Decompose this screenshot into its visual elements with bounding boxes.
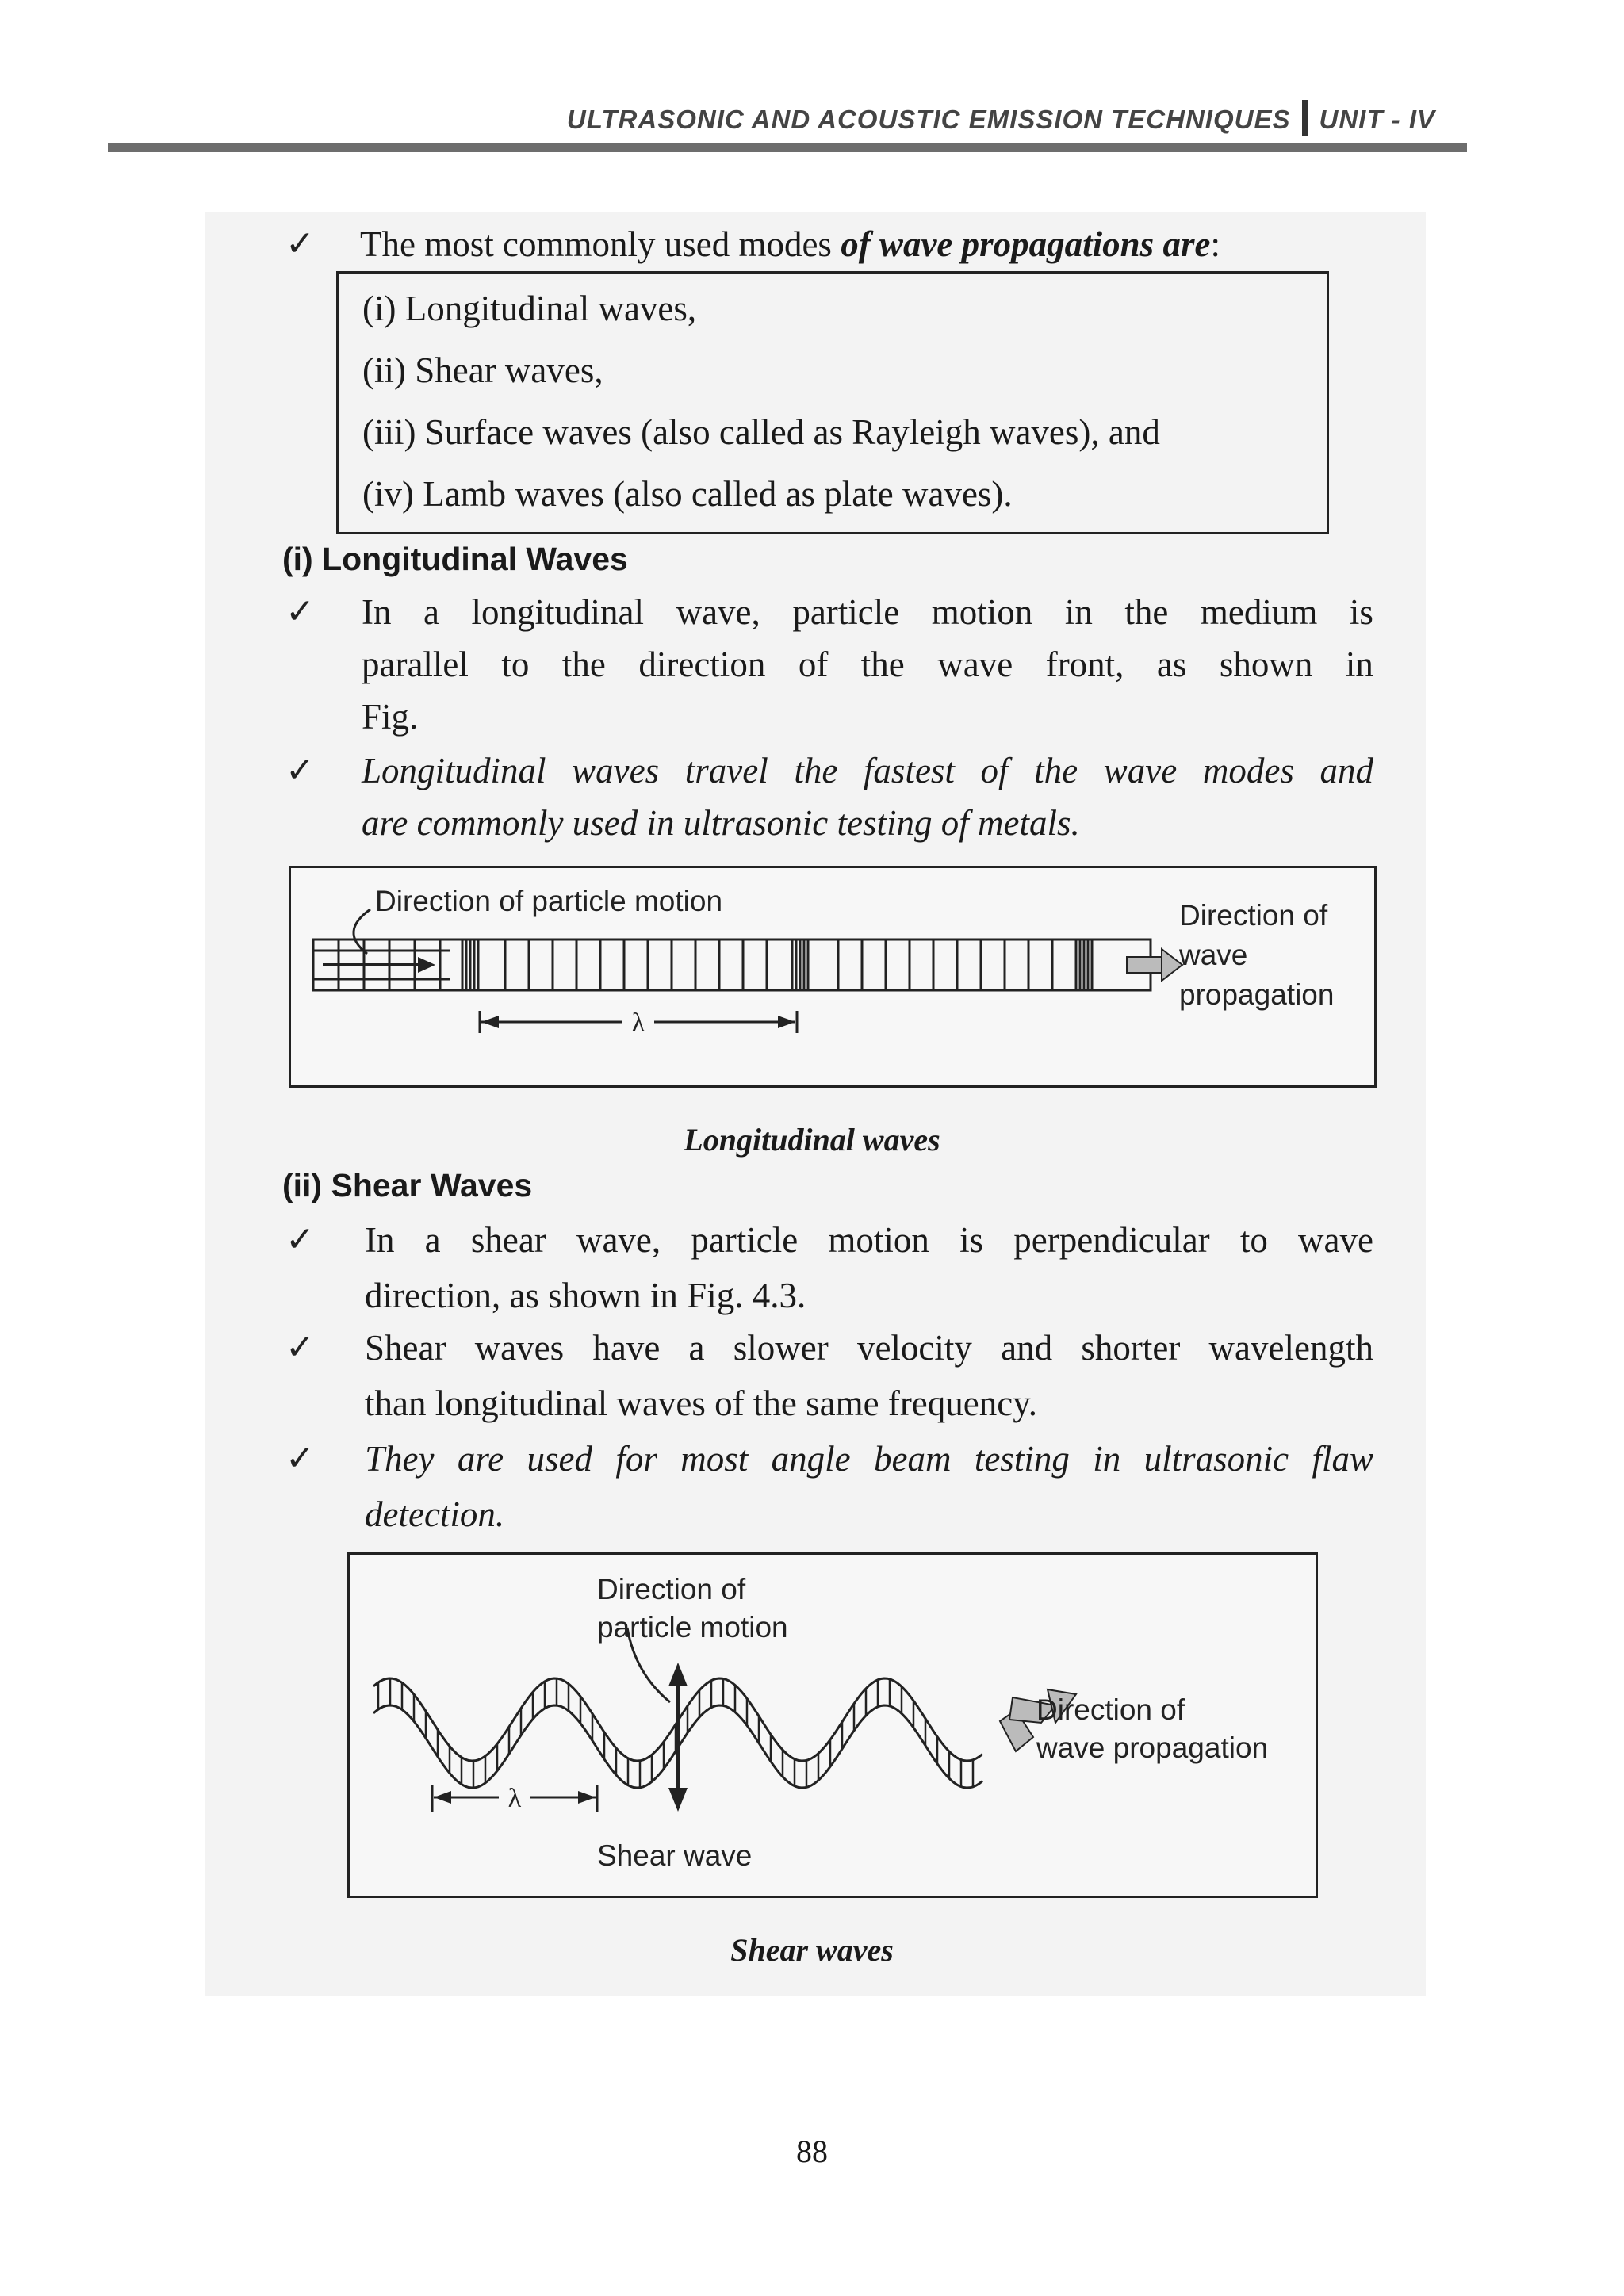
word: in	[1093, 1439, 1121, 1479]
propagation-label-line2: wave	[1179, 939, 1248, 971]
word: wave	[1298, 1220, 1373, 1260]
word: wave	[1103, 751, 1178, 790]
checkmark-icon: ✓	[285, 1439, 315, 1478]
checkmark-icon: ✓	[285, 1328, 315, 1367]
shear-bullet3-line1	[365, 1438, 1373, 1479]
word: motion	[931, 592, 1033, 632]
word: shorter	[1081, 1328, 1181, 1368]
word: is	[959, 1220, 984, 1260]
word: travel	[684, 751, 768, 790]
particle-motion-label-line1: Direction of	[597, 1573, 746, 1605]
header-unit: UNIT - IV	[1319, 105, 1435, 134]
shear-wave-diagram	[350, 1555, 1316, 1896]
intro-emphasis: of wave propagations are	[841, 224, 1211, 264]
propagation-label-line2: wave propagation	[1036, 1732, 1269, 1764]
word: the	[1034, 751, 1078, 790]
word: the	[1124, 592, 1169, 632]
word: wave,	[576, 1220, 661, 1260]
word: the	[794, 751, 838, 790]
longitudinal-bullet1-line3: Fig.	[362, 697, 419, 737]
word: wave	[937, 645, 1013, 684]
word: Longitudinal	[362, 751, 546, 790]
word: and	[1001, 1328, 1053, 1368]
shear-bullet2-line2: than longitudinal waves of the same frequency.	[365, 1383, 1038, 1423]
checkmark-icon: ✓	[285, 224, 315, 263]
checkmark-icon: ✓	[285, 592, 315, 631]
propagation-label-line1: Direction of	[1036, 1693, 1185, 1726]
intro-text	[360, 224, 1220, 265]
shear-wave-label: Shear wave	[597, 1839, 753, 1872]
word: wave,	[676, 592, 760, 632]
particle-motion-label-line2: particle motion	[597, 1611, 788, 1644]
lambda-label: λ	[631, 1008, 645, 1038]
word: a	[688, 1328, 705, 1368]
word: longitudinal	[471, 592, 645, 632]
mode-item: (i) Longitudinal waves,	[362, 289, 697, 328]
word: shear	[470, 1220, 546, 1260]
longitudinal-figure	[289, 866, 1377, 1088]
header-text	[567, 100, 1435, 136]
word: motion	[828, 1220, 929, 1260]
word: shown	[1219, 645, 1313, 684]
word: most	[680, 1439, 749, 1479]
longitudinal-bullet1-line2	[362, 644, 1373, 685]
word: waves	[474, 1328, 565, 1368]
checkmark-icon: ✓	[285, 1220, 315, 1259]
word: modes	[1202, 751, 1294, 790]
word: angle	[771, 1439, 851, 1479]
shear-bullet1-line2: direction, as shown in Fig. 4.3.	[365, 1276, 806, 1315]
word: particle	[691, 1220, 799, 1260]
checkmark-icon: ✓	[285, 751, 315, 790]
word: in	[1345, 645, 1373, 684]
header-title: ULTRASONIC AND ACOUSTIC EMISSION TECHNIQUES	[566, 105, 1291, 134]
word: flaw	[1312, 1439, 1373, 1479]
word: ultrasonic	[1143, 1439, 1289, 1479]
longitudinal-caption: Longitudinal waves	[684, 1122, 940, 1158]
word: beam	[873, 1439, 952, 1479]
word: direction	[638, 645, 766, 684]
mode-item: (iii) Surface waves (also called as Rayleigh waves), and	[362, 412, 1160, 452]
shear-bullet3-line2: detection.	[365, 1494, 505, 1534]
word: wavelength	[1208, 1328, 1373, 1368]
word: slower	[733, 1328, 829, 1368]
lambda-label: λ	[508, 1784, 522, 1813]
page-number: 88	[796, 2133, 828, 2169]
page-header	[108, 94, 1467, 152]
shear-bullet1-line1	[365, 1219, 1373, 1261]
word: in	[1064, 592, 1093, 632]
word: parallel	[362, 645, 469, 684]
word: front,	[1045, 645, 1124, 684]
longitudinal-bullet2-line1	[362, 750, 1373, 791]
mode-item: (iv) Lamb waves (also called as plate waves).	[362, 474, 1013, 514]
intro-lead: The most commonly used modes	[360, 224, 841, 264]
word: of	[980, 751, 1009, 790]
word: have	[592, 1328, 661, 1368]
longitudinal-bullet2-line2: are commonly used in ultrasonic testing of metals.	[362, 803, 1080, 843]
shear-caption: Shear waves	[730, 1932, 894, 1968]
word: In	[365, 1220, 395, 1260]
section-heading-shear: (ii) Shear Waves	[282, 1167, 533, 1203]
header-separator	[1302, 100, 1308, 136]
word: Shear	[365, 1328, 446, 1368]
shear-bullet2-line1	[365, 1327, 1373, 1368]
word: to	[1239, 1220, 1268, 1260]
section-heading-longitudinal: (i) Longitudinal Waves	[282, 541, 628, 577]
word: velocity	[856, 1328, 972, 1368]
word: waves	[572, 751, 660, 790]
word: to	[501, 645, 530, 684]
word: the	[860, 645, 905, 684]
word: fastest	[863, 751, 955, 790]
longitudinal-wave-diagram	[291, 868, 1374, 1085]
word: and	[1320, 751, 1373, 790]
word: are	[457, 1439, 504, 1479]
word: testing	[974, 1439, 1070, 1479]
shear-figure	[347, 1552, 1318, 1898]
word: used	[527, 1439, 593, 1479]
propagation-label-line3: propagation	[1179, 978, 1335, 1011]
word: for	[615, 1439, 657, 1479]
word: a	[423, 592, 440, 632]
word: the	[561, 645, 606, 684]
word: In	[362, 592, 392, 632]
word: as	[1156, 645, 1187, 684]
word: is	[1349, 592, 1373, 632]
particle-motion-label: Direction of particle motion	[375, 885, 723, 917]
propagation-label-line1: Direction of	[1179, 899, 1328, 932]
modes-box	[336, 271, 1329, 534]
intro-colon: :	[1210, 224, 1220, 264]
word: a	[424, 1220, 441, 1260]
word: medium	[1200, 592, 1318, 632]
word: particle	[792, 592, 900, 632]
mode-item: (ii) Shear waves,	[362, 350, 603, 390]
word: of	[798, 645, 829, 684]
word: They	[365, 1439, 435, 1479]
longitudinal-bullet1-line1	[362, 591, 1373, 633]
word: perpendicular	[1013, 1220, 1210, 1260]
